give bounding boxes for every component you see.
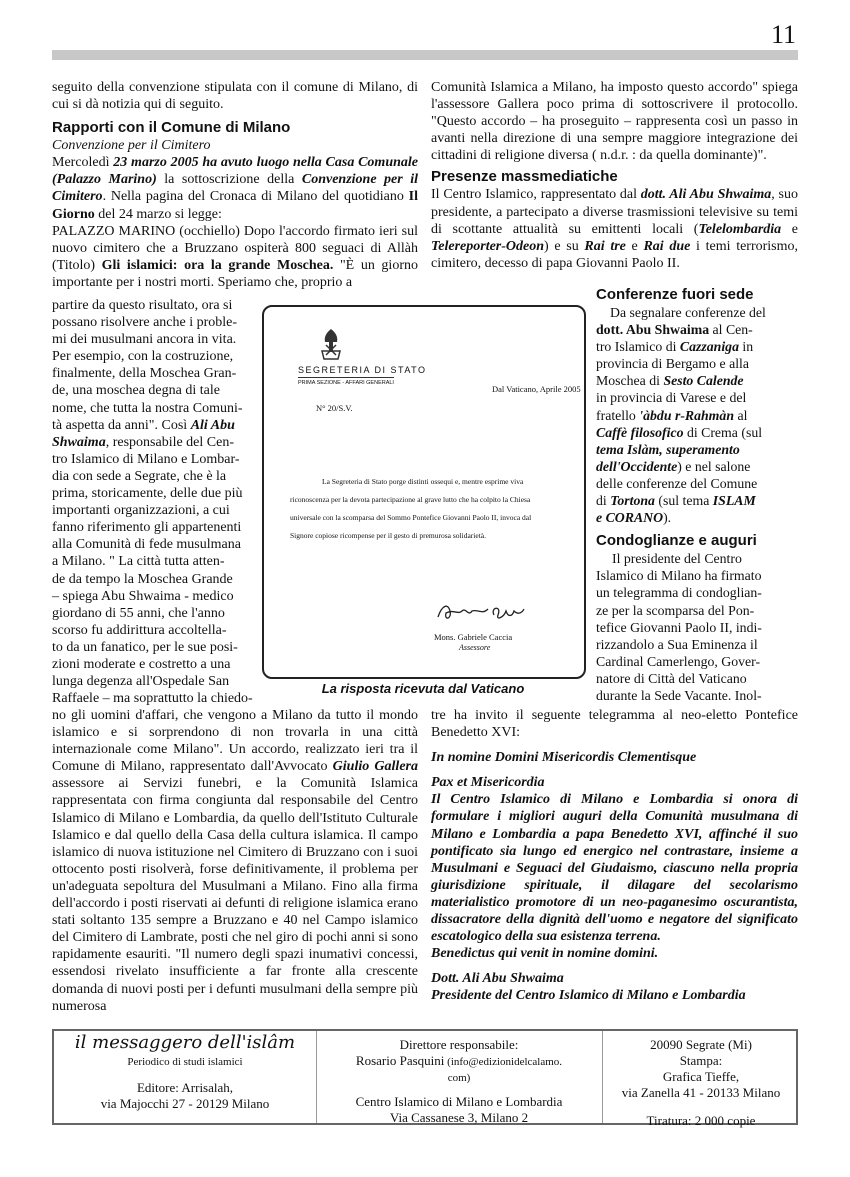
text-line: Da segnalare conferenze del bbox=[610, 305, 766, 320]
text-line: natore di Città del Vaticano bbox=[596, 670, 747, 686]
letter-subheader: PRIMA SEZIONE - AFFARI GENERALI bbox=[298, 380, 394, 386]
signature-title: Presidente del Centro Islamico di Milano e Lombardia bbox=[431, 988, 746, 1004]
text-line: tema Islàm, superamento bbox=[596, 441, 740, 457]
letter-signer-role: Assessore bbox=[459, 643, 491, 652]
text-line: dott. Abu Shwaima al Cen- bbox=[596, 322, 753, 338]
left-column-top bbox=[52, 79, 418, 291]
text-line: finalmente, della Moschea Gran- bbox=[52, 366, 237, 382]
paragraph-palazzo-marino: PALAZZO MARINO (occhiello) Dopo l'accordo firmato ieri sul nuovo cimitero che a Bruzzano ospiterà 800 seguaci di Allàh (Titolo) Gli islamici: ora la grande Moschea. "È un giorno importante per i nostri morti. Speriamo che, proprio a bbox=[52, 223, 418, 290]
right-column-bottom bbox=[431, 707, 798, 1005]
text-line: Shwaima, responsabile del Cen- bbox=[52, 434, 234, 450]
text-line: importanti organizzazioni, a cui bbox=[52, 503, 230, 519]
publication-subtitle: Periodico di studi islamici bbox=[127, 1056, 243, 1068]
text-line: a Milano. " La città tutta atten- bbox=[52, 554, 225, 570]
text-line: dia con sede a Segrate, che è la bbox=[52, 468, 227, 484]
text-line: mi dei musulmani ancora in vita. bbox=[52, 332, 237, 348]
section-heading-presenze: Presenze massmediatiche bbox=[431, 168, 618, 186]
text-line: scorso fu addirittura accoltella- bbox=[52, 622, 227, 638]
text-line: possano risolvere anche i proble- bbox=[52, 315, 238, 331]
text-line: tà aspetta da anni". Così Ali Abu bbox=[52, 417, 235, 433]
printer-address: via Zanella 41 - 20133 Milano bbox=[621, 1085, 781, 1100]
letter-reference: N° 20/S.V. bbox=[316, 403, 353, 413]
paragraph-accordo: no gli uomini d'affari, che vengono a Milano da tutto il mondo islamico e si sorprendono di non trovarla in una città internazionale come Milano". Un accordo, realizzato ieri tra il Comune di Milano, rappresentato dall'Avvocato Giulio Gallera assessore ai Servizi funebri, e la Comunità Islamica rappresentata con firma congiunta dal responsabile del Centro Islamico di Milano e Lombardia, da quello dell'Istituto Culturale Islamico e dal quello della Casa della cultura islamica. Il campo islamico di nuova istituzione nel Cimitero di Bruzzano con i suoi ottocento posti risolverà, forse definitivamente, il problema per un'adeguata sepoltura del Musulmani a Milano. Fino alla firma dell'accordo i posti riservati ai defunti di religione islamica erano stati soltanto 135 sempre a Bruzzano e 40 nel Campo islamico del Cimitero di Lambrate, posti che nel giro di pochi anni si sono rapidamente esauriti. "Il numero degli spazi inumativi concessi, essendosi rivelato insufficiente a far fronte alla crescente domanda di nuovi posti per i defunti musulmani della sempre più numerosa bbox=[52, 708, 418, 1014]
text-line: Caffè filosofico di Crema (sul bbox=[596, 424, 763, 440]
telegram-body: Il Centro Islamico di Milano e Lombardia si onora di formulare i migliori auguri della Comunità musulmana di Milano e Lombardia a papa Benedetto XVI, affinché il suo pontificato sia lungo ed energico nel contrastare, insieme a Musulmani e Seguaci del Giudaismo, ciascuno nella propria giurisdizione spirituale, il dilagare del secolarismo materialistico promotore di un neo-paganesimo oscurantista, dissacratore della dignità dell'uomo e negatore del significato escatologico della sua esistenza terrena. bbox=[431, 792, 798, 945]
text-line: alla Comunità di fede musulmana bbox=[52, 537, 241, 553]
text-line: delle conferenze del Comune bbox=[596, 475, 758, 491]
director-email-end: com) bbox=[447, 1072, 471, 1084]
publisher-name: Editore: Arrisalah, bbox=[136, 1080, 234, 1095]
text-line: – spiega Abu Shwaima - medico bbox=[52, 588, 234, 604]
text-line: provincia di Bergamo e alla bbox=[596, 356, 749, 372]
text-line: fratello 'àbdu r-Rahmàn al bbox=[596, 407, 748, 423]
footer-print-block bbox=[606, 1037, 796, 1129]
text-line: giordano di 55 anni, che l'anno bbox=[52, 605, 225, 621]
vatican-letter-image bbox=[262, 305, 586, 679]
section-heading-conferenze: Conferenze fuori sede bbox=[596, 286, 754, 303]
text-line: dell'Occidente) e nel salone bbox=[596, 458, 751, 474]
text-line: Il presidente del Centro bbox=[612, 551, 742, 567]
text-line: partire da questo risultato, ora si bbox=[52, 298, 233, 313]
location: 20090 Segrate (Mi) bbox=[650, 1037, 752, 1052]
section-heading-rapporti: Rapporti con il Comune di Milano bbox=[52, 119, 291, 137]
handwritten-signature-icon bbox=[432, 597, 532, 627]
footer-publication-block bbox=[58, 1032, 312, 1112]
publisher-address: via Majocchi 27 - 20129 Milano bbox=[100, 1096, 270, 1111]
text-line: rizzandolo a Sua Eminenza il bbox=[596, 636, 758, 652]
intro-paragraph: seguito della convenzione stipulata con il comune di Milano, di cui si dà notizia qui di seguito. bbox=[52, 80, 418, 113]
text-line: Moschea di Sesto Calende bbox=[596, 373, 744, 389]
footer-divider bbox=[602, 1031, 603, 1123]
right-column-top bbox=[431, 79, 798, 272]
text-line: tefice Giovanni Paolo II, indi- bbox=[596, 619, 762, 635]
footer-director-block bbox=[320, 1037, 598, 1126]
text-line: nome, che tutta la nostra Comuni- bbox=[52, 400, 243, 416]
signature-name: Dott. Ali Abu Shwaima bbox=[431, 971, 564, 987]
text-line: lunga degenza all'Ospedale San bbox=[52, 674, 230, 690]
publication-logo: il messaggero dell'islâm bbox=[74, 1032, 296, 1053]
text-line: Islamico di Milano ha firmato bbox=[596, 568, 762, 584]
letter-header: SEGRETERIA DI STATO bbox=[298, 365, 427, 375]
paragraph-presenze: Il Centro Islamico, rappresentato dal dott. Ali Abu Shwaima, suo presidente, a partecipato a diverse trasmissioni televisive su temi di scottante attualità su emittenti locali (Telelombardia e Telereporter-Odeon) e su Rai tre e Rai due i temi terrorismo, cimitero, decesso di papa Giovanni Paolo II. bbox=[431, 187, 799, 271]
center-name: Centro Islamico di Milano e Lombardia bbox=[355, 1094, 563, 1109]
footer-divider bbox=[316, 1031, 317, 1123]
text-line: un telegramma di condoglian- bbox=[596, 585, 762, 601]
section-heading-condoglianze: Condoglianze e auguri bbox=[596, 532, 757, 550]
text-line: de, una moschea degna di tale bbox=[52, 383, 220, 399]
left-column-wrapped bbox=[52, 297, 257, 707]
paragraph-convenzione: Mercoledì 23 marzo 2005 ha avuto luogo nella Casa Comunale (Palazzo Marino) la sottoscrizione della Convenzione per il Cimitero. Nella pagina del Cronaca di Milano del quotidiano Il Giorno del 24 marzo si legge: bbox=[52, 155, 419, 222]
subheading-cimitero: Convenzione per il Cimitero bbox=[52, 138, 211, 154]
telegram-greeting: Pax et Misericordia bbox=[431, 775, 545, 791]
header-bar bbox=[52, 50, 798, 60]
text-line: tro Islamico di Milano e Lombar- bbox=[52, 451, 240, 467]
printer-name: Grafica Tieffe, bbox=[662, 1069, 740, 1084]
text-line: in provincia di Varese e del bbox=[596, 390, 747, 406]
print-run: Tiratura: 2 000 copie bbox=[646, 1113, 756, 1128]
letter-header-rule bbox=[298, 377, 394, 378]
text-line: Cardinal Camerlengo, Gover- bbox=[596, 653, 761, 669]
letter-signer: Mons. Gabriele Caccia bbox=[434, 632, 513, 642]
director-label: Direttore responsabile: bbox=[399, 1037, 519, 1052]
text-line: durante la Sede Vacante. Inol- bbox=[596, 687, 762, 703]
text-line: Raffaele – ma soprattutto la chiedo- bbox=[52, 691, 253, 707]
text-line: to da un fanatico, per le sue posi- bbox=[52, 639, 238, 655]
letter-date: Dal Vaticano, Aprile 2005 bbox=[492, 384, 581, 394]
letter-body: La Segreteria di Stato porge distinti ossequi e, mentre esprime viva riconoscenza per la devota partecipazione al grave lutto che ha colpito la Chiesa universale con la scomparsa del Sommo Pontefice Giovanni Paolo II, invoca dal Signore copiose ricompense per il gesto di premurosa solidarietà. bbox=[290, 477, 532, 540]
text-line: e CORANO). bbox=[596, 510, 672, 526]
text-line: prima, storicamente, delle due più bbox=[52, 486, 243, 502]
text-line: tro Islamico di Cazzaniga in bbox=[596, 339, 754, 355]
text-line: de da tempo la Moschea Grande bbox=[52, 571, 233, 587]
paragraph-gallera: Comunità Islamica a Milano, ha imposto questo accordo" spiega l'assessore Gallera poco prima di sottoscrivere il protocollo. "Questo accordo – ha proseguito – rappresenta così un passo in avanti nella direzione di una sempre maggiore integrazione dei cittadini di religione diversa ( n.d.r. : da quella dominante)". bbox=[431, 80, 798, 164]
right-column-narrow bbox=[596, 286, 798, 704]
paragraph-telegramma: tre ha invito il seguente telegramma al neo-eletto Pontefice Benedetto XVI: bbox=[431, 708, 798, 741]
director-name: Rosario Pasquini (info@edizionidelcalamo. bbox=[355, 1053, 563, 1068]
left-column-bottom bbox=[52, 707, 418, 1015]
image-caption: La risposta ricevuta dal Vaticano bbox=[321, 681, 525, 696]
print-label: Stampa: bbox=[679, 1053, 723, 1068]
page-number: 11 bbox=[770, 20, 796, 49]
telegram-invocation: In nomine Domini Misericordis Clementisque bbox=[431, 750, 697, 766]
text-line: di Tortona (sul tema ISLAM bbox=[596, 493, 756, 509]
text-line: ze per la scomparsa del Pon- bbox=[596, 602, 755, 618]
text-line: fanno riferimento gli appartenenti bbox=[52, 520, 242, 536]
telegram-closing: Benedictus qui venit in nomine domini. bbox=[431, 946, 659, 962]
footer-masthead bbox=[52, 1029, 798, 1128]
center-address: Via Cassanese 3, Milano 2 bbox=[389, 1110, 529, 1125]
text-line: zioni moderate e costretto a una bbox=[52, 656, 231, 672]
vatican-coat-of-arms-icon bbox=[316, 327, 346, 361]
text-line: Per esempio, con la costruzione, bbox=[52, 349, 234, 365]
